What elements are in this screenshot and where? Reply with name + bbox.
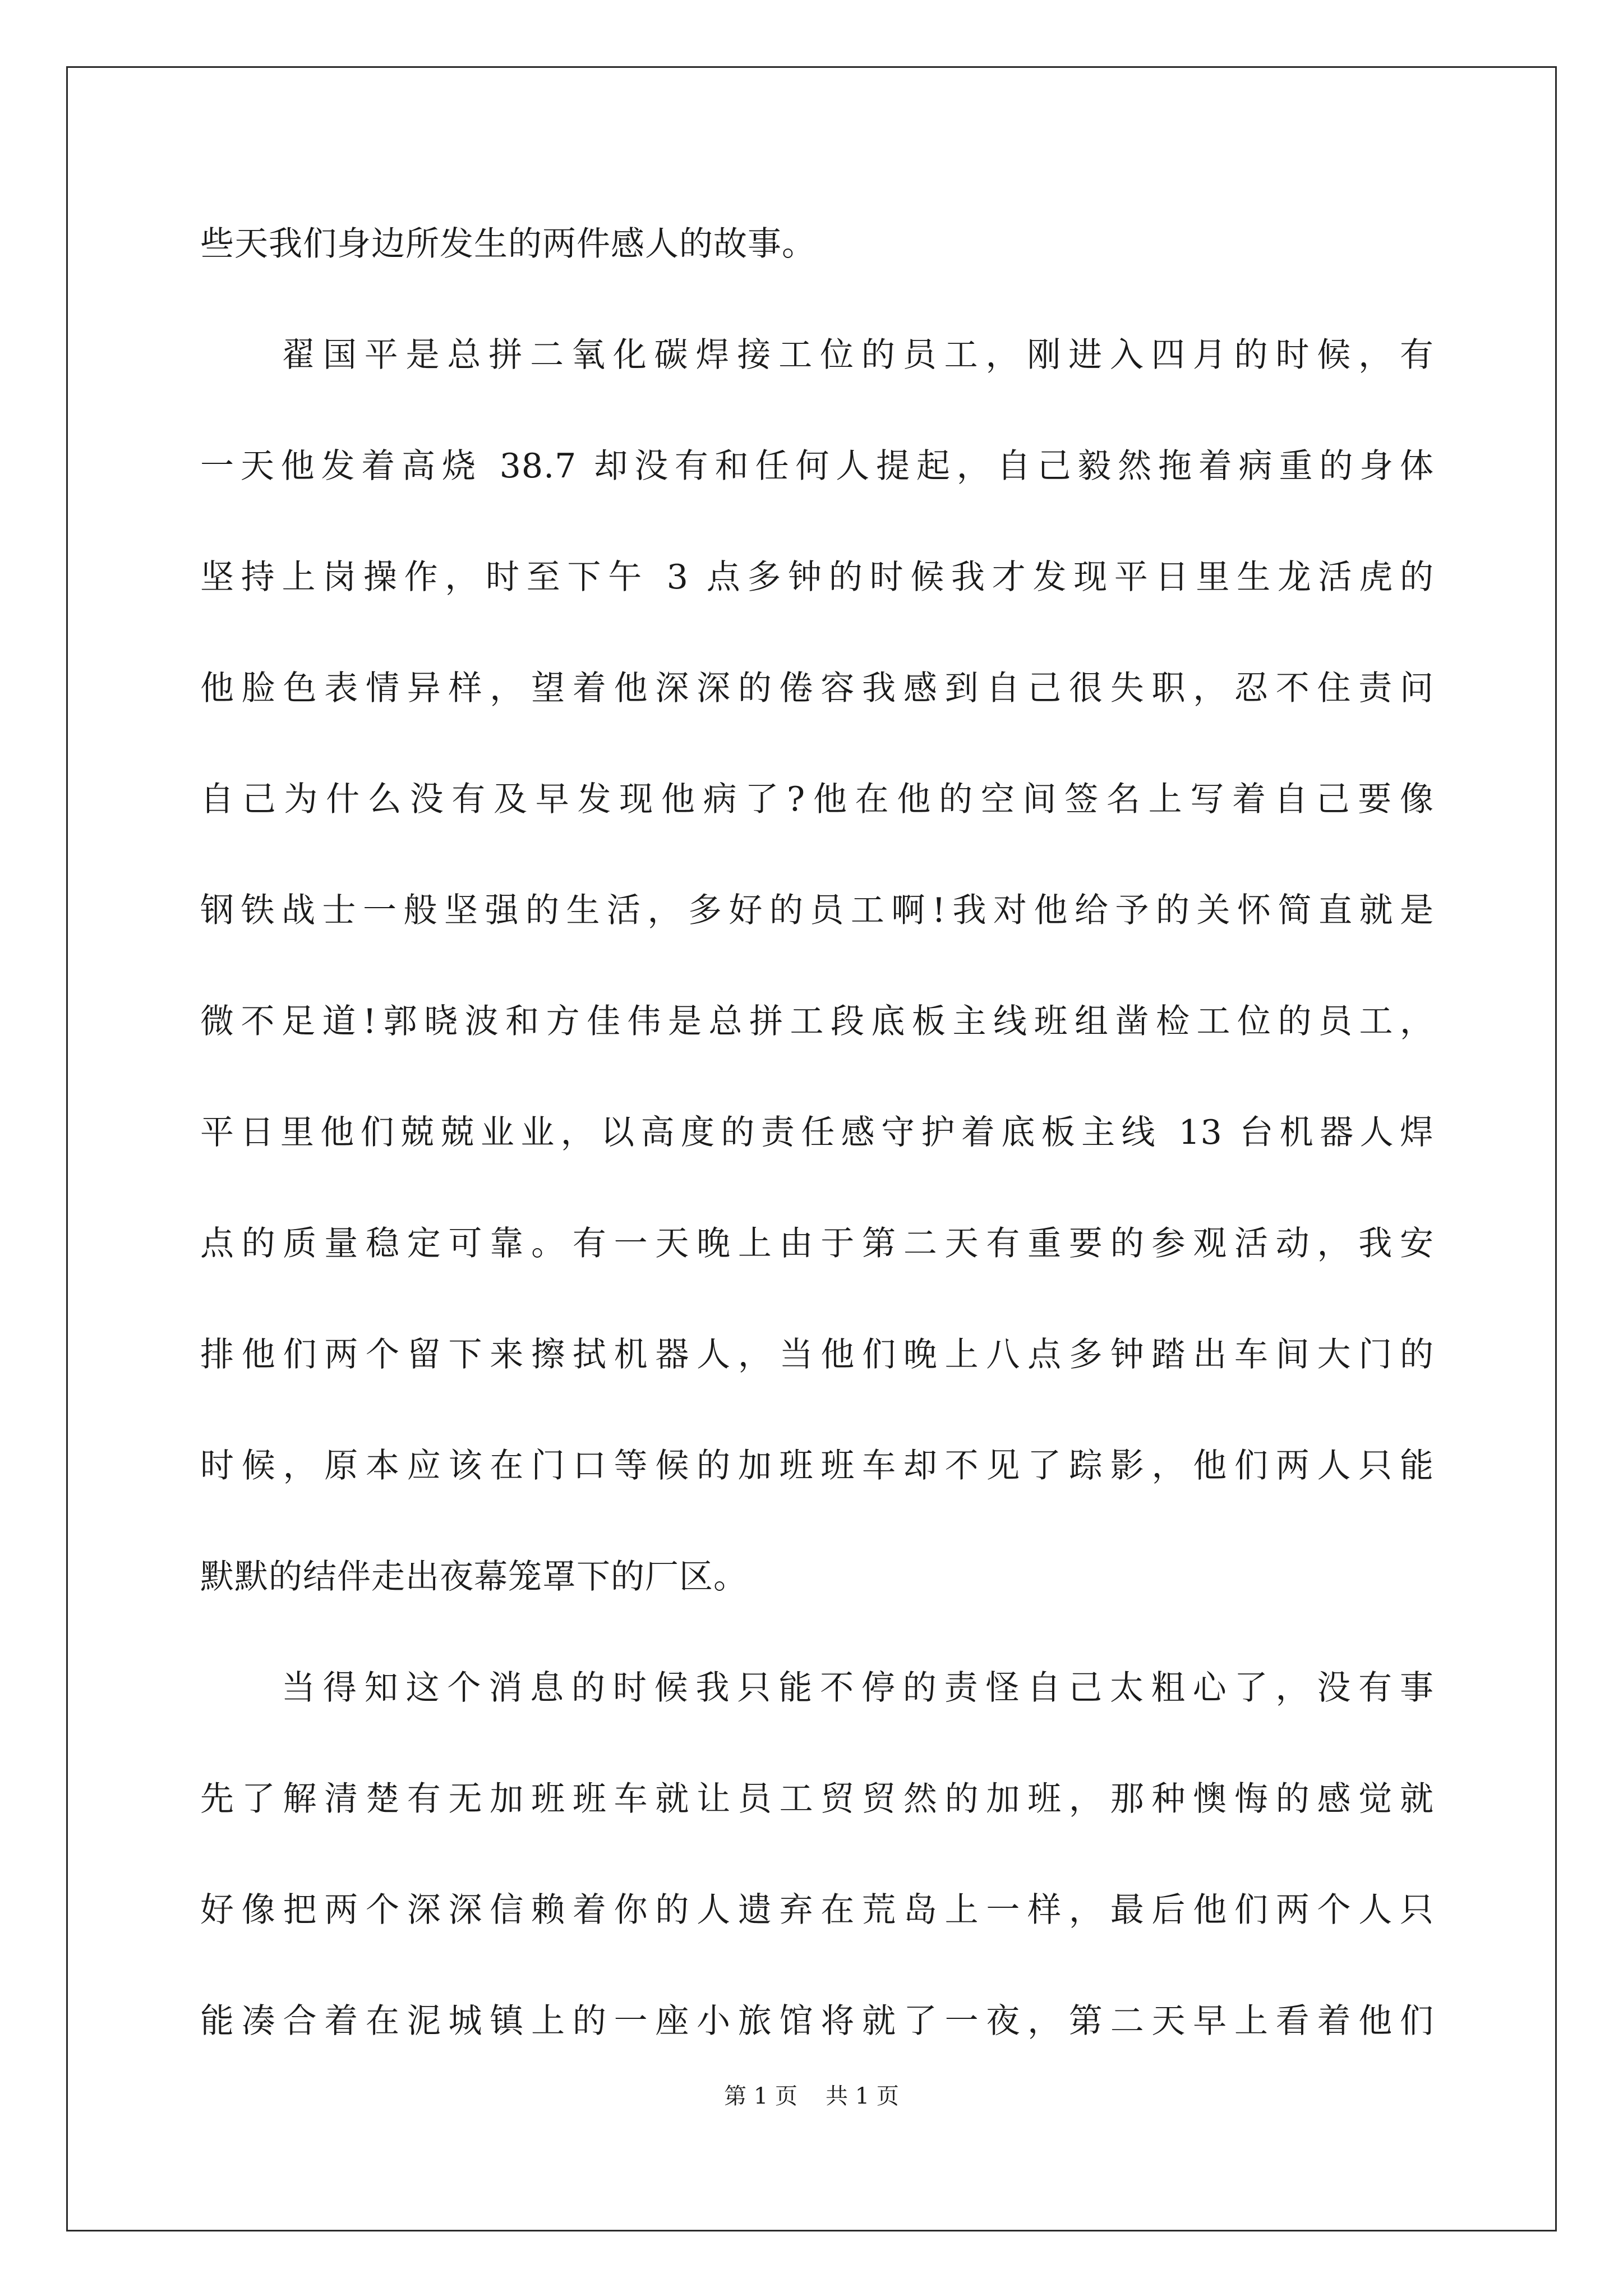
text-line: 点的质量稳定可靠。有一天晚上由于第二天有重要的参观活动，我安 (200, 1224, 1434, 1263)
document-body (200, 188, 1434, 2077)
text-line: 先了解清楚有无加班班车就让员工贸贸然的加班，那种懊悔的感觉就 (200, 1779, 1434, 1819)
text-line: 平日里他们兢兢业业，以高度的责任感守护着底板主线 13 台机器人焊 (200, 1113, 1434, 1152)
text-line: 好像把两个深深信赖着你的人遗弃在荒岛上一样，最后他们两个人只 (200, 1890, 1434, 1930)
page-footer (0, 2082, 1623, 2110)
text-line: 当得知这个消息的时候我只能不停的责怪自己太粗心了，没有事 (282, 1668, 1434, 1708)
page-total: 共 1 页 (826, 2083, 899, 2109)
text-line: 微不足道!郭晓波和方佳伟是总拼工段底板主线班组凿检工位的员工， (200, 1002, 1434, 1041)
text-line: 坚持上岗操作，时至下午 3 点多钟的时候我才发现平日里生龙活虎的 (200, 558, 1434, 597)
text-line: 排他们两个留下来擦拭机器人，当他们晚上八点多钟踏出车间大门的 (200, 1335, 1434, 1374)
text-line: 默默的结伴走出夜幕笼罩下的厂区。 (200, 1557, 748, 1596)
text-line: 自己为什么没有及早发现他病了?他在他的空间签名上写着自己要像 (200, 780, 1434, 819)
text-line: 些天我们身边所发生的两件感人的故事。 (200, 224, 816, 264)
text-line: 一天他发着高烧 38.7 却没有和任何人提起，自己毅然拖着病重的身体 (200, 447, 1434, 486)
page-number: 第 1 页 (724, 2083, 797, 2109)
text-line: 翟国平是总拼二氧化碳焊接工位的员工，刚进入四月的时候，有 (282, 335, 1434, 375)
text-line: 能凑合着在泥城镇上的一座小旅馆将就了一夜，第二天早上看着他们 (200, 2001, 1434, 2041)
text-line: 钢铁战士一般坚强的生活，多好的员工啊!我对他给予的关怀简直就是 (200, 891, 1434, 930)
text-line: 他脸色表情异样，望着他深深的倦容我感到自己很失职，忍不住责问 (200, 669, 1434, 708)
text-line: 时候，原本应该在门口等候的加班班车却不见了踪影，他们两人只能 (200, 1446, 1434, 1485)
